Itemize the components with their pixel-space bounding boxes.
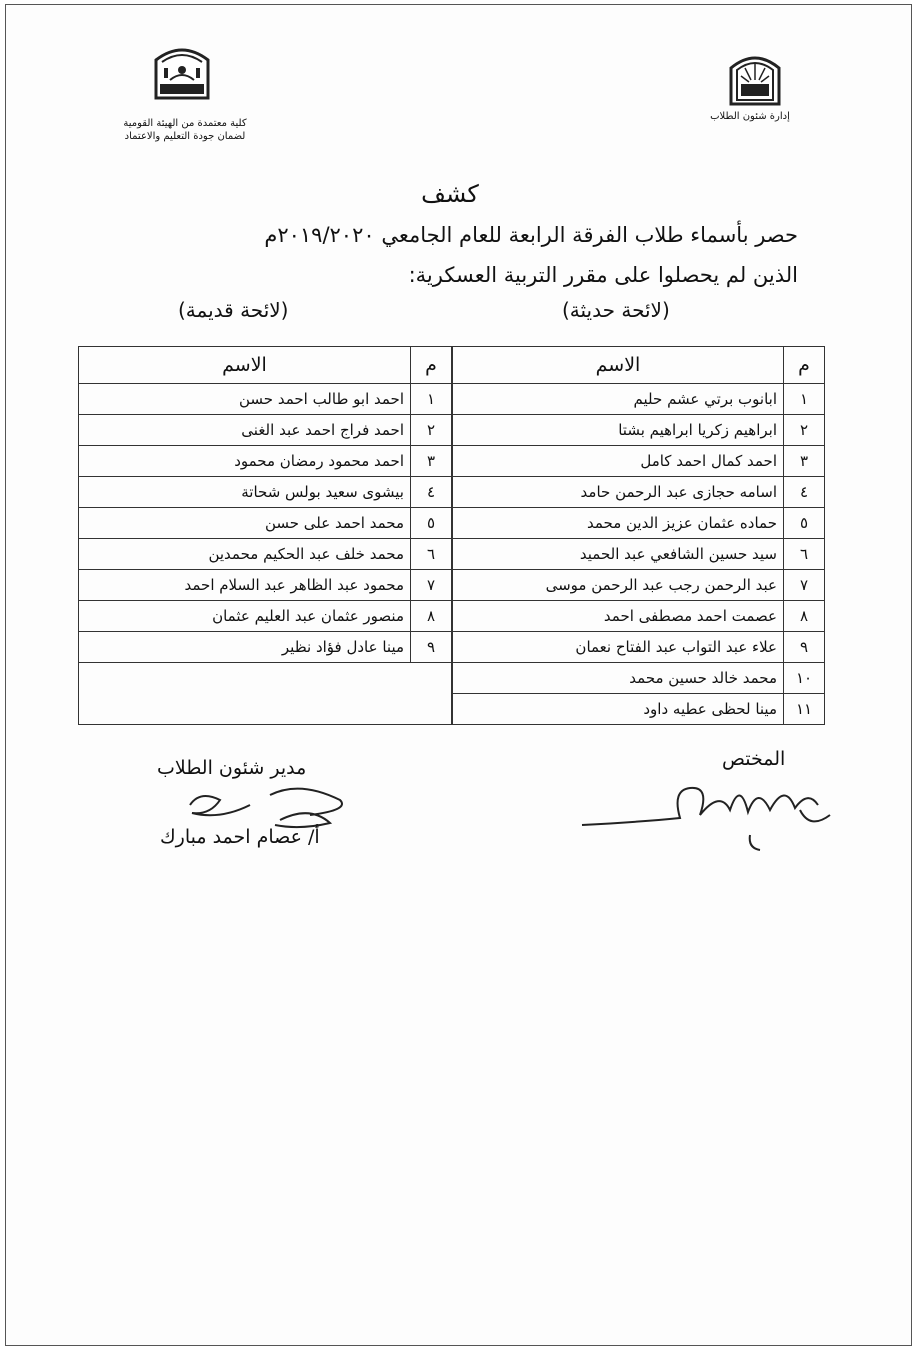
student-name: حماده عثمان عزيز الدين محمد — [453, 508, 784, 539]
row-number: ٨ — [411, 601, 452, 632]
row-number: ٦ — [411, 539, 452, 570]
table-header-row — [79, 347, 452, 384]
table-row — [79, 384, 452, 415]
row-number: ١٠ — [784, 663, 825, 694]
header-number: م — [411, 347, 452, 384]
subtitle-line-2: الذين لم يحصلوا على مقرر التربية العسكرية: — [408, 263, 798, 287]
table-row — [453, 539, 825, 570]
row-number: ٧ — [411, 570, 452, 601]
header-name: الاسم — [79, 347, 411, 384]
table-row — [79, 508, 452, 539]
table-row — [79, 415, 452, 446]
accreditation-caption — [110, 117, 260, 143]
row-number: ١ — [784, 384, 825, 415]
table-row — [453, 446, 825, 477]
student-name: احمد محمود رمضان محمود — [79, 446, 411, 477]
table-row — [79, 632, 452, 663]
student-name: مينا عادل فؤاد نظير — [79, 632, 411, 663]
student-name: علاء عبد التواب عبد الفتاح نعمان — [453, 632, 784, 663]
header-number: م — [784, 347, 825, 384]
director-name: أ/ عصام احمد مبارك — [160, 826, 320, 848]
table-row — [453, 570, 825, 601]
student-name: احمد كمال احمد كامل — [453, 446, 784, 477]
department-caption: إدارة شئون الطلاب — [710, 111, 790, 122]
student-name: محمد احمد على حسن — [79, 508, 411, 539]
student-name: سيد حسين الشافعي عبد الحميد — [453, 539, 784, 570]
student-name: احمد ابو طالب احمد حسن — [79, 384, 411, 415]
row-number: ١ — [411, 384, 452, 415]
table-row — [453, 384, 825, 415]
row-number: ٢ — [411, 415, 452, 446]
table-row — [79, 539, 452, 570]
caption-line-1: كلية معتمدة من الهيئة القومية — [123, 118, 247, 129]
row-number: ٩ — [411, 632, 452, 663]
student-name: منصور عثمان عبد العليم عثمان — [79, 601, 411, 632]
old-regulation-table — [78, 346, 452, 725]
empty-cell — [79, 663, 452, 725]
empty-row — [79, 663, 452, 725]
header-name: الاسم — [453, 347, 784, 384]
table-header-row — [453, 347, 825, 384]
table-row — [79, 570, 452, 601]
new-regulation-table — [452, 346, 825, 725]
label-old-regulation: (لائحة قديمة) — [178, 298, 289, 322]
student-name: محمد خلف عبد الحكيم محمدين — [79, 539, 411, 570]
row-number: ٨ — [784, 601, 825, 632]
row-number: ٤ — [411, 477, 452, 508]
table-row — [79, 601, 452, 632]
specialist-label: المختص — [722, 748, 786, 770]
student-name: محمد خالد حسين محمد — [453, 663, 784, 694]
table-row — [453, 601, 825, 632]
director-label: مدير شئون الطلاب — [157, 757, 307, 779]
table-row — [453, 415, 825, 446]
row-number: ١١ — [784, 694, 825, 725]
table-row — [453, 694, 825, 725]
student-name: محمود عبد الظاهر عبد السلام احمد — [79, 570, 411, 601]
caption-line-2: لضمان جودة التعليم والاعتماد — [124, 131, 246, 142]
row-number: ٥ — [784, 508, 825, 539]
student-name: احمد فراج احمد عبد الغنى — [79, 415, 411, 446]
table-row — [453, 508, 825, 539]
label-new-regulation: (لائحة حديثة) — [562, 298, 670, 322]
student-name: عصمت احمد مصطفى احمد — [453, 601, 784, 632]
row-number: ٥ — [411, 508, 452, 539]
row-number: ٤ — [784, 477, 825, 508]
subtitle-line-1: حصر بأسماء طلاب الفرقة الرابعة للعام الجامعي ٢٠١٩/٢٠٢٠م — [264, 223, 798, 247]
student-name: بيشوى سعيد بولس شحاتة — [79, 477, 411, 508]
table-row — [79, 477, 452, 508]
college-logo-icon — [150, 40, 214, 106]
row-number: ٦ — [784, 539, 825, 570]
table-row — [79, 446, 452, 477]
student-name: ابراهيم زكريا ابراهيم بشتا — [453, 415, 784, 446]
row-number: ٧ — [784, 570, 825, 601]
student-name: مينا لحظى عطيه داود — [453, 694, 784, 725]
table-row — [453, 477, 825, 508]
university-logo-icon — [727, 50, 783, 108]
table-row — [453, 632, 825, 663]
row-number: ٩ — [784, 632, 825, 663]
student-name: عبد الرحمن رجب عبد الرحمن موسى — [453, 570, 784, 601]
document-title: كشف — [421, 180, 479, 208]
table-row — [453, 663, 825, 694]
student-name: ابانوب برتي عشم حليم — [453, 384, 784, 415]
row-number: ٢ — [784, 415, 825, 446]
specialist-signature-icon — [580, 770, 840, 860]
row-number: ٣ — [411, 446, 452, 477]
row-number: ٣ — [784, 446, 825, 477]
student-name: اسامه حجازى عبد الرحمن حامد — [453, 477, 784, 508]
